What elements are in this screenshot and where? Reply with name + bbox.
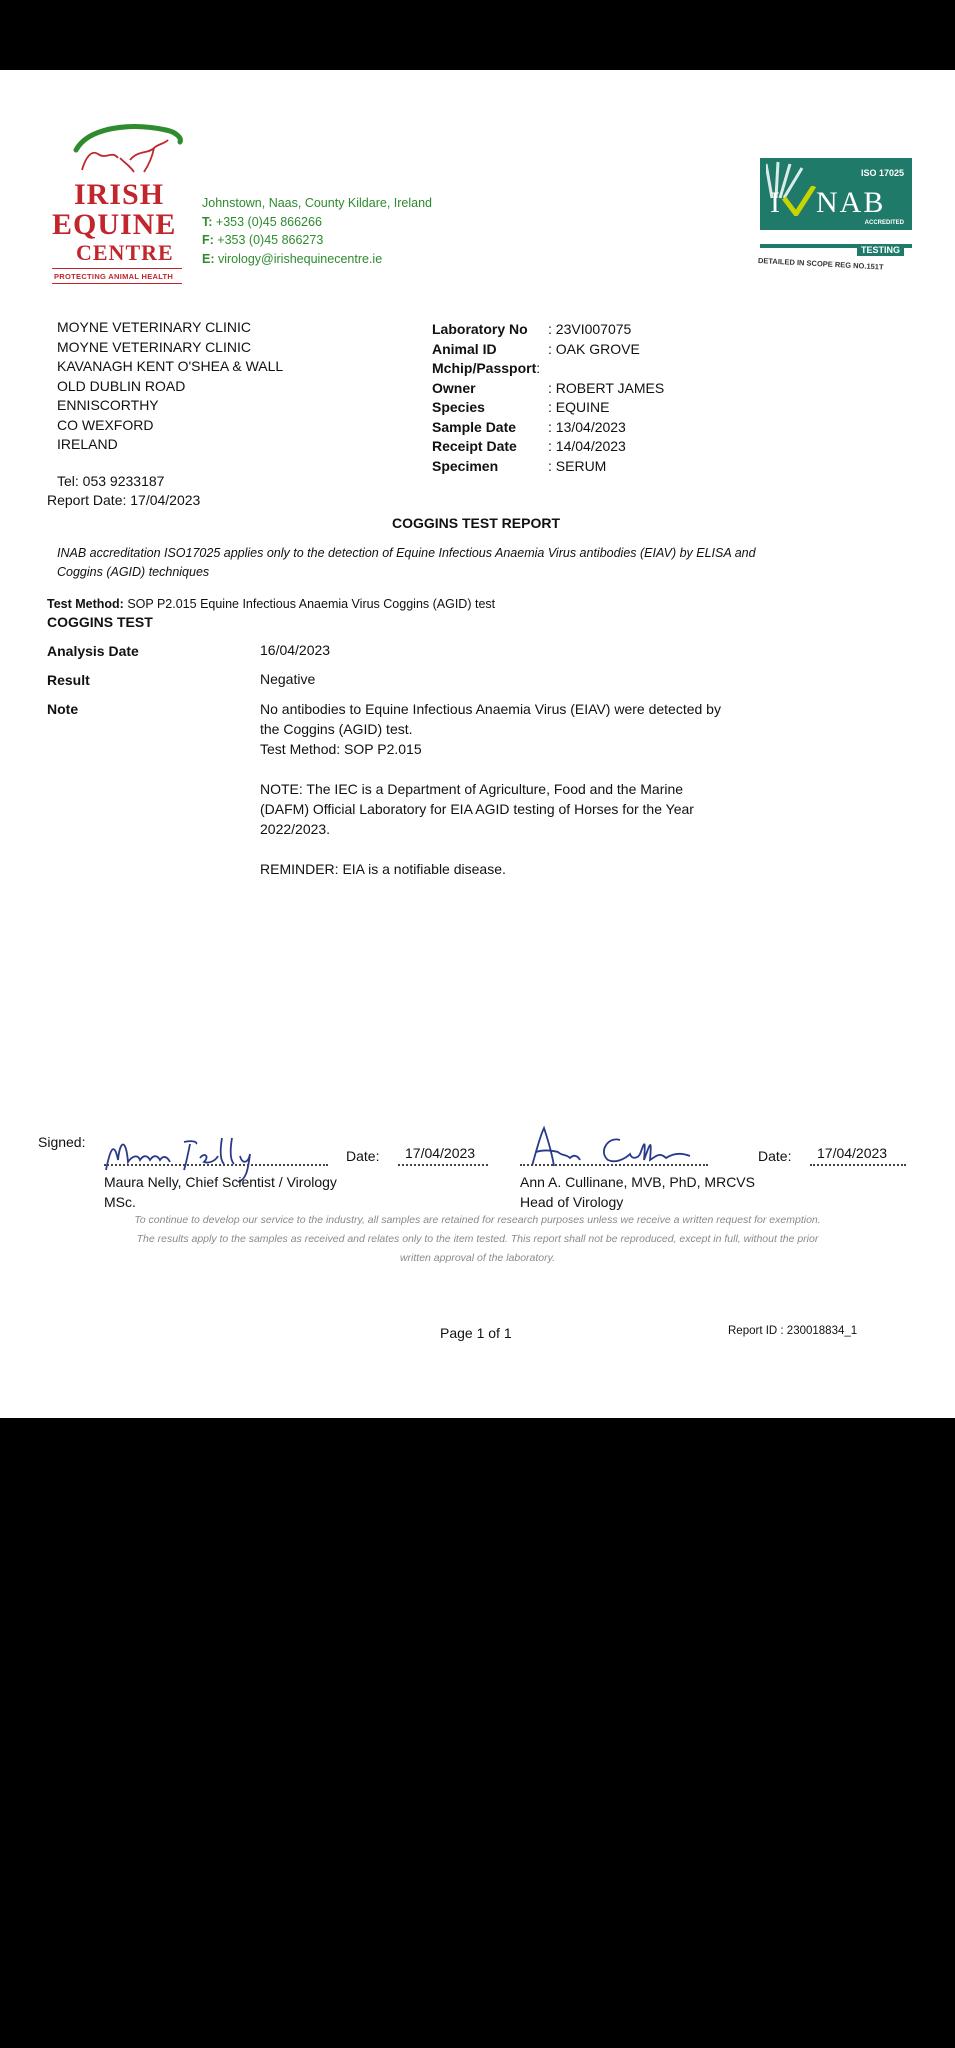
badge-testing-bar (760, 230, 912, 244)
signed-label: Signed: (38, 1134, 86, 1150)
disclaimer-line: To continue to develop our service to the industry, all samples are retained for research purposes unless we receive a written request for exemption. (134, 1214, 821, 1226)
lab-info-label: Specimen (432, 457, 499, 474)
lab-address: Johnstown, Naas, County Kildare, Ireland (202, 196, 432, 210)
signature-line-2 (520, 1164, 708, 1166)
section-title: COGGINS TEST (47, 614, 153, 630)
result-label: Result (47, 672, 90, 688)
date-line-1 (398, 1164, 488, 1166)
badge-iso: ISO 17025 (860, 168, 904, 178)
lab-info-value: : EQUINE (548, 399, 610, 415)
recipient-line: CO WEXFORD (57, 416, 154, 433)
lab-email[interactable]: E: virology@irishequinecentre.ie (202, 251, 383, 266)
result-value: Negative (260, 671, 316, 687)
badge-brand: I NAB (770, 186, 886, 219)
lab-info-row (432, 359, 664, 379)
note-label: Note (47, 701, 79, 717)
report-title: COGGINS TEST REPORT (392, 515, 561, 531)
disclaimer (30, 1211, 925, 1268)
note-text (260, 699, 780, 879)
signature-line-1 (104, 1164, 328, 1166)
signatory-1-name: Maura Nelly, Chief Scientist / Virology (104, 1174, 337, 1190)
lab-info-row (432, 340, 664, 360)
badge-testing: TESTING (857, 244, 904, 256)
lab-info-value: : 13/04/2023 (548, 418, 626, 435)
note-line: 2022/2023. (260, 821, 331, 837)
lab-info-label: Sample Date (432, 418, 517, 435)
lab-info-row (432, 320, 664, 340)
page-number: Page 1 of 1 (440, 1325, 512, 1341)
lab-info-label: Species (432, 399, 485, 415)
note-line: (DAFM) Official Laboratory for EIA AGID testing of Horses for the Year (260, 801, 694, 817)
recipient-line: ENNISCORTHY (57, 397, 159, 413)
lab-info-value: : OAK GROVE (548, 340, 640, 357)
date-value-2: 17/04/2023 (817, 1145, 888, 1161)
inab-accreditation-badge (760, 158, 912, 255)
badge-accredited: ACCREDITED (864, 220, 904, 226)
recipient-line: MOYNE VETERINARY CLINIC (57, 338, 251, 355)
test-method-label: Test Method: (47, 597, 124, 611)
report-date: Report Date: 17/04/2023 (47, 492, 201, 508)
lab-info-label: Animal ID (432, 340, 497, 357)
note-line: the Coggins (AGID) test. (260, 721, 413, 737)
recipient-tel: Tel: 053 9233187 (57, 473, 165, 489)
horse-logo-icon (68, 120, 188, 180)
signatory-2-name: Ann A. Cullinane, MVB, PhD, MRCVS (520, 1174, 755, 1190)
lab-info-label: Laboratory No (432, 321, 528, 337)
logo-equine: EQUINE (52, 208, 177, 241)
contact-block (202, 194, 432, 268)
lab-info-value: : 14/04/2023 (548, 438, 626, 454)
reminder-text: REMINDER: EIA is a notifiable disease. (260, 861, 506, 877)
lab-info-row (432, 437, 664, 457)
lab-info-row (432, 457, 664, 477)
recipient-line: MOYNE VETERINARY CLINIC (57, 319, 251, 335)
lab-info-label: Owner (432, 379, 476, 396)
signatory-1-title: MSc. (104, 1194, 136, 1210)
recipient-address (57, 318, 283, 455)
logo-centre: CENTRE (76, 240, 174, 265)
lab-info-row (432, 418, 664, 438)
logo-underline (52, 268, 182, 269)
note-line: Test Method: SOP P2.015 (260, 741, 422, 757)
report-id: Report ID : 230018834_1 (728, 1325, 858, 1337)
recipient-line: OLD DUBLIN ROAD (57, 377, 186, 394)
lab-info-label: Mchip/Passport (432, 360, 537, 376)
note-line: NOTE: The IEC is a Department of Agriculture, Food and the Marine (260, 781, 684, 797)
disclaimer-line: written approval of the laboratory. (399, 1252, 556, 1264)
lab-fax: F: +353 (0)45 866273 (202, 233, 324, 247)
recipient-line: KAVANAGH KENT O'SHEA & WALL (57, 358, 284, 374)
date-value-1: 17/04/2023 (405, 1145, 476, 1161)
logo-irish: IRISH (74, 178, 165, 211)
logo-underline-2 (52, 283, 182, 284)
recipient-line: IRELAND (57, 436, 118, 452)
lab-info-value: : 23VI007075 (548, 321, 632, 337)
signatory-2-title: Head of Virology (520, 1194, 624, 1210)
irish-equine-centre-logo (50, 120, 200, 300)
date-line-2 (810, 1164, 906, 1166)
lab-info-value: : (536, 360, 541, 376)
accreditation-note-line: Coggins (AGID) techniques (57, 565, 210, 579)
disclaimer-line: The results apply to the samples as received and relates only to the item tested. This report shall not be reproduced, except in full, without the prior (136, 1233, 819, 1245)
lab-info-table (432, 320, 664, 476)
signatory-2 (520, 1172, 755, 1212)
signatory-1 (104, 1172, 337, 1212)
badge-reg-text: DETAILED IN SCOPE REG NO.151T (757, 256, 884, 272)
logo-tagline: PROTECTING ANIMAL HEALTH (54, 272, 174, 281)
report-page (0, 70, 955, 1418)
date-label-2: Date: (758, 1148, 792, 1164)
lab-phone: T: +353 (0)45 866266 (202, 214, 322, 229)
lab-info-value: : ROBERT JAMES (548, 379, 665, 396)
note-line: No antibodies to Equine Infectious Anaemia Virus (EIAV) were detected by (260, 701, 721, 717)
lab-info-value: : SERUM (548, 457, 607, 474)
accreditation-note-line: INAB accreditation ISO17025 applies only to the detection of Equine Infectious Anaemia Virus antibodies (EIAV) by ELISA and (57, 546, 756, 560)
analysis-date-value: 16/04/2023 (260, 642, 331, 658)
accreditation-note (57, 544, 917, 582)
lab-info-row (432, 398, 664, 418)
test-method (47, 597, 495, 611)
date-label-1: Date: (346, 1148, 380, 1164)
analysis-date-label: Analysis Date (47, 643, 139, 659)
lab-info-label: Receipt Date (432, 438, 517, 454)
checkmark-icon (782, 186, 816, 216)
lab-info-row (432, 379, 664, 399)
test-method-value: SOP P2.015 Equine Infectious Anaemia Virus Coggins (AGID) test (127, 597, 496, 611)
